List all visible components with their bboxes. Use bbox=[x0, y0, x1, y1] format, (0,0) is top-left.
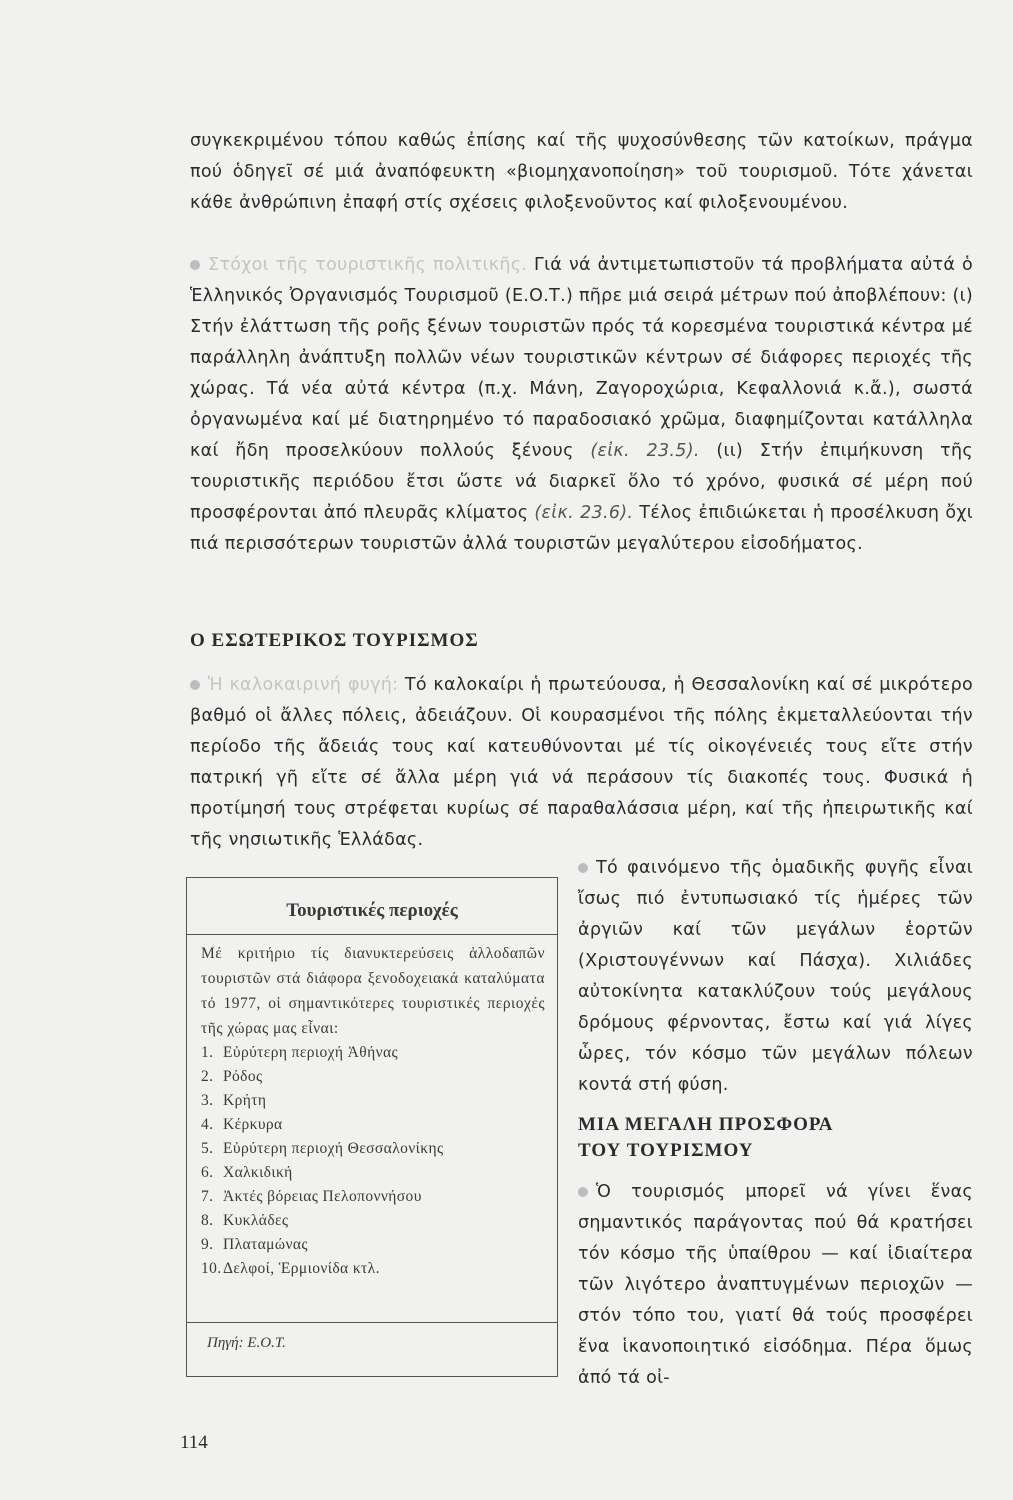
paragraph-intro: συγκεκριμένου τόπου καθώς ἐπίσης καί τῆς ψυχοσύνθεσης τῶν κατοίκων, πράγμα πού ὁδηγεῖ σέ μιά ἀναπόφευκτη «βιομηχανοποίηση» τοῦ τουρισμοῦ. Τότε χάνεται κάθε ἀνθρώπινη ἐπαφή στίς σχέσεις φιλοξενοῦντος καί φιλοξενουμένου. bbox=[190, 131, 973, 213]
tourist-area-name: Ἀκτές βόρειας Πελοποννήσου bbox=[223, 1188, 422, 1205]
tourist-area-rank: 5. bbox=[201, 1140, 214, 1157]
box-source: Πηγή: Ε.Ο.Τ. bbox=[187, 1322, 557, 1352]
paragraph-tourism-policy bbox=[190, 250, 973, 560]
policy-text-b: (ιι) Στήν ἐπιμήκυνση τῆς τουριστικῆς περιόδου ἔτσι ὥστε νά διαρκεῖ ὅλο τό χρόνο, φυσικά σέ μέρη πού προσφέρονται ἀπό πλευρᾶς κλίματος bbox=[190, 441, 973, 523]
bullet-icon bbox=[190, 680, 200, 690]
figure-ref-23-6: (εἰκ. 23.6). bbox=[534, 503, 634, 523]
bullet-icon bbox=[578, 863, 588, 873]
policy-text-c: Τέλος ἐπιδιώκεται ἡ προσέλκυση ὄχι πιά περισσότερων τουριστῶν ἀλλά τουριστῶν μεγαλύτερου εἰσοδήματος. bbox=[190, 503, 973, 554]
figure-ref-23-5: (εἰκ. 23.5). bbox=[590, 441, 700, 461]
tourist-area-rank: 6. bbox=[201, 1164, 214, 1181]
group-escape-text: Τό φαινόμενο τῆς ὁμαδικῆς φυγῆς εἶναι ἴσως πιό ἐντυπωσιακό τίς ἡμέρες τῶν ἀργιῶν καί τῶν μεγάλων ἑορτῶν (Χριστουγέννων καί Πάσχα). Χιλιάδες αὐτοκίνητα κατακλύζουν τούς μεγάλους δρόμους φέρνοντας, ἔστω καί γιά λίγες ὧρες, τόν κόσμο τῶν μεγάλων πόλεων κοντά στή φύση. bbox=[578, 858, 973, 1095]
section-lead-summer: Ἡ καλοκαιρινή φυγή: bbox=[208, 675, 399, 695]
tourist-area-name: Κέρκυρα bbox=[223, 1116, 283, 1133]
tourist-area-rank: 4. bbox=[201, 1116, 214, 1133]
tourist-area-item bbox=[201, 1209, 545, 1233]
bullet-icon bbox=[578, 1187, 588, 1197]
tourist-area-rank: 8. bbox=[201, 1212, 214, 1229]
heading-line-1: ΜΙΑ ΜΕΓΑΛΗ ΠΡΟΣΦΟΡΑ bbox=[578, 1114, 834, 1135]
tourist-area-item bbox=[201, 1113, 545, 1137]
heading-domestic-tourism: Ο ΕΣΩΤΕΡΙΚΟΣ ΤΟΥΡΙΣΜΟΣ bbox=[190, 630, 479, 651]
tourist-area-item bbox=[201, 1161, 545, 1185]
tourist-area-item bbox=[201, 1185, 545, 1209]
summer-text: Τό καλοκαίρι ἡ πρωτεύουσα, ἡ Θεσσαλονίκη καί σέ μικρότερο βαθμό οἱ ἄλλες πόλεις, ἀδειάζουν. Οἱ κουρασμένοι τῆς πόλης ἐκμεταλλεύονται τήν περίοδο τῆς ἄδειάς τους καί κατευθύνονται μέ τίς οἰκογένειές τους εἴτε στήν πατρική γῆ εἴτε σέ ἄλλα μέρη γιά νά περάσουν τίς διακοπές τους. Φυσικά ἡ προτίμησή τους στρέφεται κυρίως σέ παραθαλάσσια μέρη, καί τῆς ἠπειρωτικῆς καί τῆς νησιωτικῆς Ἑλλάδας. bbox=[190, 675, 973, 850]
tourist-area-item bbox=[201, 1089, 545, 1113]
policy-text-a: Γιά νά ἀντιμετωπιστοῦν τά προβλήματα αὐτά ὁ Ἑλληνικός Ὀργανισμός Τουρισμοῦ (Ε.Ο.Τ.) πῆρε μιά σειρά μέτρων πού ἀποβλέπουν: (ι) Στήν ἐλάττωση τῆς ροῆς ξένων τουριστῶν πρός τά κορεσμένα τουριστικά κέντρα μέ παράλληλη ἀνάπτυξη πολλῶν νέων τουριστικῶν κέντρων σέ διάφορες περιοχές τῆς χώρας. Τά νέα αὐτά κέντρα (π.χ. Μάνη, Ζαγοροχώρια, Κεφαλλονιά κ.ἄ.), σωστά ὀργανωμένα καί μέ διατηρημένο τό παραδοσιακό χρῶμα, διαφημίζονται κατάλληλα καί ἤδη προσελκύουν πολλούς ξένους bbox=[190, 255, 973, 461]
tourist-area-name: Κρήτη bbox=[223, 1092, 267, 1109]
paragraph-tourism-contribution bbox=[578, 1177, 973, 1394]
tourist-area-rank: 10. bbox=[201, 1260, 222, 1277]
bullet-icon bbox=[190, 260, 200, 270]
box-title: Τουριστικές περιοχές bbox=[187, 878, 557, 935]
tourist-area-name: Κυκλάδες bbox=[223, 1212, 289, 1229]
tourist-areas-box bbox=[186, 877, 558, 1377]
tourist-area-name: Ρόδος bbox=[223, 1068, 263, 1085]
tourist-area-name: Εὐρύτερη περιοχή Θεσσαλονίκης bbox=[223, 1140, 444, 1157]
tourist-area-rank: 3. bbox=[201, 1092, 214, 1109]
tourist-area-item bbox=[201, 1041, 545, 1065]
tourist-area-item bbox=[201, 1257, 545, 1281]
contribution-text: Ὁ τουρισμός μπορεῖ νά γίνει ἕνας σημαντικός παράγοντας πού θά κρατήσει τόν κόσμο τῆς ὑπαίθρου — καί ἰδιαίτερα τῶν λιγότερο ἀναπτυγμένων περιοχῶν — στόν τόπο του, γιατί θά τούς προσφέρει ἕνα ἱκανοποιητικό εἰσόδημα. Πέρα ὅμως ἀπό τά οἰ- bbox=[578, 1182, 973, 1388]
tourist-area-rank: 1. bbox=[201, 1044, 214, 1061]
tourist-area-rank: 2. bbox=[201, 1068, 214, 1085]
page-number: 114 bbox=[180, 1432, 208, 1453]
tourist-area-name: Πλαταμώνας bbox=[223, 1236, 308, 1253]
tourist-area-item bbox=[201, 1233, 545, 1257]
heading-tourism-contribution bbox=[578, 1112, 833, 1164]
tourist-area-name: Εὐρύτερη περιοχή Ἀθήνας bbox=[223, 1044, 399, 1061]
section-lead-policy: Στόχοι τῆς τουριστικῆς πολιτικῆς. bbox=[208, 255, 528, 275]
paragraph-group-escape bbox=[578, 853, 973, 1101]
tourist-area-name: Δελφοί, Ἑρμιονίδα κτλ. bbox=[223, 1260, 380, 1277]
tourist-area-item bbox=[201, 1137, 545, 1161]
paragraph-summer-escape bbox=[190, 670, 973, 856]
tourist-area-name: Χαλκιδική bbox=[223, 1164, 293, 1181]
box-intro: Μέ κριτήριο τίς διανυκτερεύσεις ἀλλοδαπῶν τουριστῶν στά διάφορα ξενοδοχειακά καταλύματα τό 1977, οἱ σημαντικότερες τουριστικές περιοχές τῆς χώρας μας εἶναι: bbox=[201, 945, 545, 1037]
heading-line-2: ΤΟΥ ΤΟΥΡΙΣΜΟΥ bbox=[578, 1140, 754, 1161]
tourist-areas-list bbox=[187, 1041, 557, 1281]
tourist-area-rank: 9. bbox=[201, 1236, 214, 1253]
tourist-area-item bbox=[201, 1065, 545, 1089]
tourist-area-rank: 7. bbox=[201, 1188, 214, 1205]
